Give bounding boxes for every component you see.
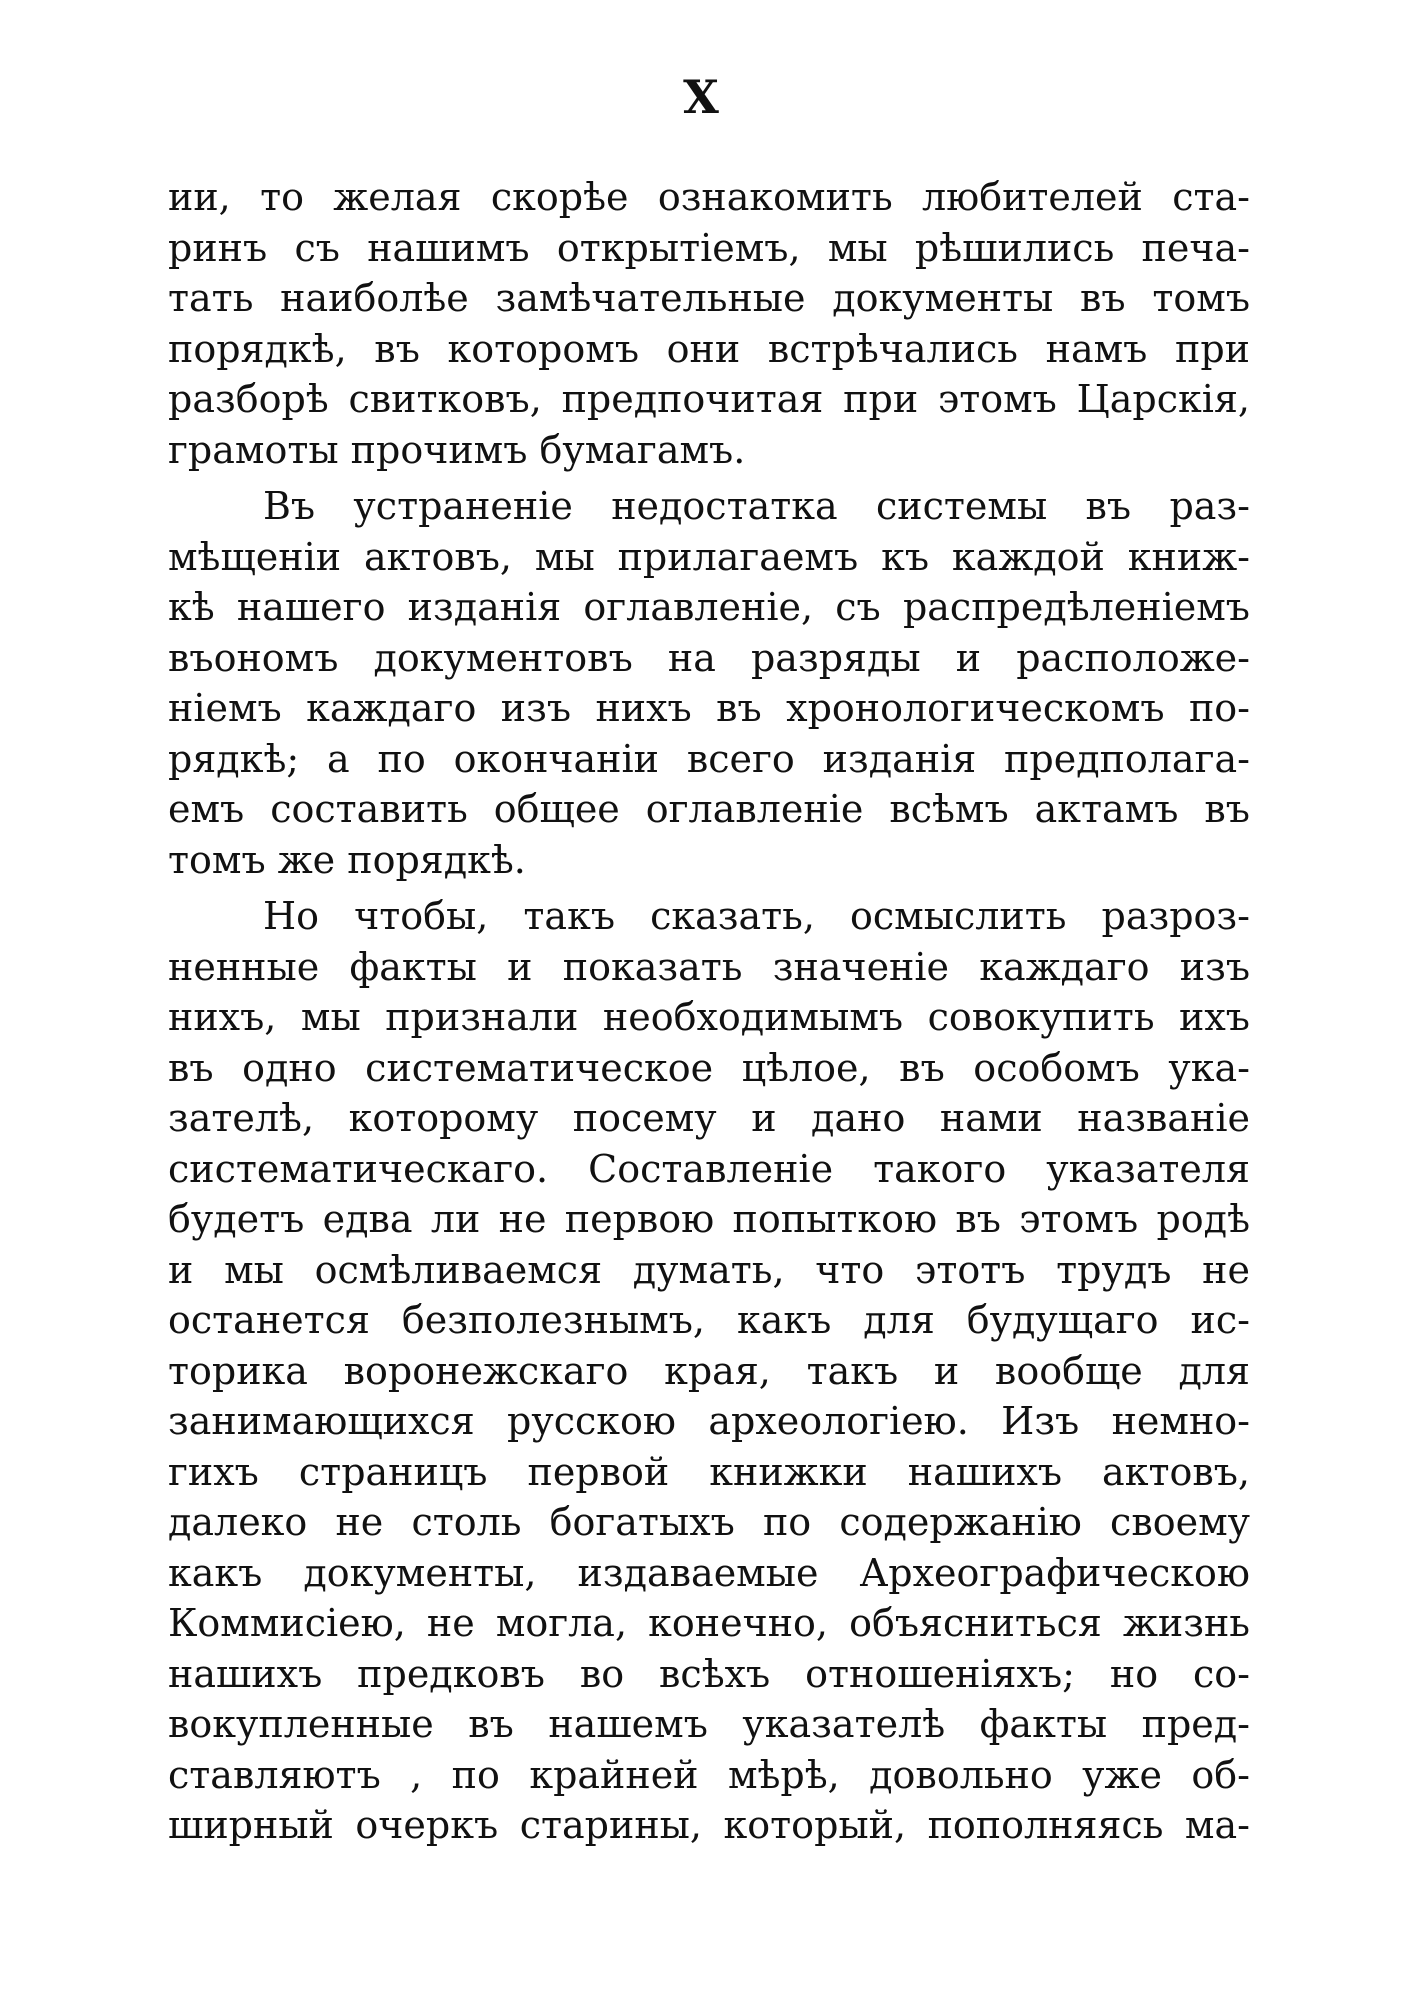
text-line: въономъ документовъ на разряды и расположе- (168, 635, 1250, 680)
text-line: вокупленные въ нашемъ указателѣ факты пред- (168, 1702, 1250, 1746)
text-line: ненные факты и показать значеніе каждаго изъ (168, 944, 1250, 989)
text-line: торика воронежскаго края, такъ и вообще для (168, 1348, 1250, 1393)
text-line: ринъ съ нашимъ открытіемъ, мы рѣшились печа- (168, 225, 1250, 270)
text-line: тать наиболѣе замѣчательные документы въ томъ (168, 276, 1250, 320)
text-line: нашихъ предковъ во всѣхъ отношеніяхъ; но со- (168, 1651, 1250, 1696)
text-line: нихъ, мы признали необходимымъ совокупить ихъ (168, 995, 1250, 1039)
text-line: Коммисіею, не могла, конечно, объясниться жизнь (168, 1601, 1250, 1645)
text-line: мѣщеніи актовъ, мы прилагаемъ къ каждой книж- (168, 534, 1250, 579)
text-line: кѣ нашего изданія оглавленіе, съ распредѣленіемъ (168, 585, 1250, 629)
text-line: останется безполезнымъ, какъ для будущаго ис- (168, 1298, 1250, 1342)
text-line: далеко не столь богатыхъ по содержанію своему (168, 1500, 1250, 1544)
paragraph-1 (168, 172, 1250, 475)
text-line: порядкѣ, въ которомъ они встрѣчались намъ при (168, 326, 1250, 371)
text-line: Въ устраненіе недостатка системы въ раз- (263, 484, 1250, 528)
text-line: какъ документы, издаваемые Археографическою (168, 1550, 1250, 1595)
text-line: Но чтобы, такъ сказать, осмыслить разроз- (263, 894, 1250, 938)
text-line: зателѣ, которому посему и дано нами названіе (168, 1096, 1250, 1140)
text-line: занимающихся русскою археологіею. Изъ немно- (168, 1399, 1250, 1443)
text-line: томъ же порядкѣ. (168, 837, 526, 882)
page-number: X (683, 70, 721, 124)
text-line: и мы осмѣливаемся думать, что этотъ трудъ не (168, 1247, 1250, 1292)
text-line: гихъ страницъ первой книжки нашихъ актовъ, (168, 1449, 1250, 1494)
text-line: будетъ едва ли не первою попыткою въ этомъ родѣ (168, 1197, 1250, 1241)
text-line: ширный очеркъ старины, который, пополняясь ма- (168, 1803, 1250, 1847)
text-line: грамоты прочимъ бумагамъ. (168, 427, 746, 472)
body-text (168, 172, 1250, 1857)
text-line: емъ составить общее оглавленіе всѣмъ актамъ въ (168, 787, 1250, 831)
text-line: ии, то желая скорѣе ознакомить любителей ста- (168, 175, 1250, 219)
text-line: въ одно систематическое цѣлое, въ особомъ ука- (168, 1045, 1250, 1090)
paragraph-2 (168, 481, 1250, 885)
text-line: ставляютъ , по крайней мѣрѣ, довольно уже об- (168, 1752, 1250, 1797)
paragraph-3 (168, 891, 1250, 1851)
text-line: рядкѣ; а по окончаніи всего изданія предполага- (168, 736, 1250, 781)
text-line: ніемъ каждаго изъ нихъ въ хронологическомъ по- (168, 686, 1250, 730)
text-line: систематическаго. Составленіе такого указателя (168, 1146, 1250, 1191)
text-line: разборѣ свитковъ, предпочитая при этомъ Царскія, (168, 377, 1250, 421)
